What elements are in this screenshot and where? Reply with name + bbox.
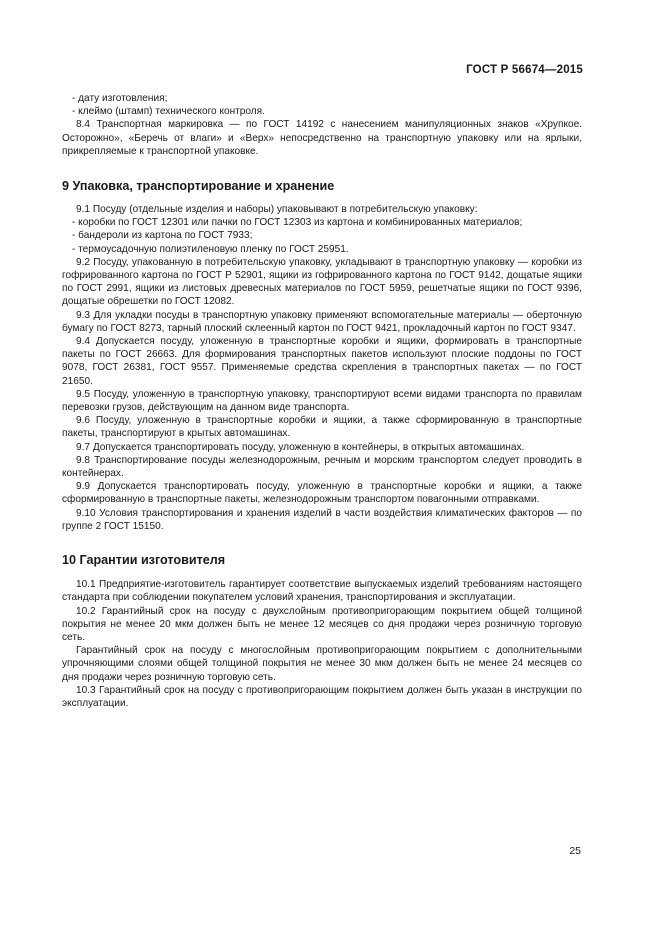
paragraph-9-6: 9.6 Посуду, уложенную в транспортные коробки и ящики, а также сформированную в транспортные пакеты, транспортируют в крытых автомашинах. [62, 415, 582, 440]
paragraph-8-4: 8.4 Транспортная маркировка — по ГОСТ 14192 с нанесением манипуляционных знаков «Хрупкое. Осторожно», «Беречь от влаги» и «Верх» непосредственно на транспортную упаковку или на ярлыки, прикрепляемые к транспортной упаковке. [62, 119, 582, 157]
page-number: 25 [569, 845, 581, 857]
document-id: ГОСТ Р 56674—2015 [466, 64, 583, 76]
paragraph-9-2: 9.2 Посуду, упакованную в потребительскую упаковку, укладывают в транспортную упаковку — коробки из гофрированного картона по ГОСТ Р 52901, ящики из гофрированного картона по ГОСТ 9142, дощатые ящики по ГОСТ 2991, ящики из листовых древесных материалов по ГОСТ 5959, решетчатые ящики по ГОСТ 9396, дощатые обрешетки по ГОСТ 12082. [62, 256, 582, 308]
paragraph-10-2-continued: Гарантийный срок на посуду с многослойным противопригорающим покрытием с дополнительными упрочняющими слоями общей толщиной покрытия не менее 30 мкм должен быть не менее 24 месяцев со дня продажи через розничную торговую сеть. [62, 645, 582, 683]
document-body [62, 92, 582, 710]
paragraph-9-8: 9.8 Транспортирование посуды железнодорожным, речным и морским транспортом следует проводить в контейнерах. [62, 454, 582, 480]
paragraph-9-3: 9.3 Для укладки посуды в транспортную упаковку применяют вспомогательные материалы — оберточную бумагу по ГОСТ 8273, тарный плоский склеенный картон по ГОСТ 9421, прокладочный картон по ГОСТ 9347. [62, 309, 582, 334]
paragraph-10-3: 10.3 Гарантийный срок на посуду с противопригорающим покрытием должен быть указан в инструкции по эксплуатации. [62, 684, 582, 709]
list-item: - коробки по ГОСТ 12301 или пачки по ГОСТ 12303 из картона и комбинированных материалов; [72, 217, 523, 229]
list-item: - бандероли из картона по ГОСТ 7933; [72, 230, 253, 242]
paragraph-9-4: 9.4 Допускается посуду, уложенную в транспортные коробки и ящики, формировать в транспортные пакеты по ГОСТ 26663. Для формирования транспортных пакетов используют плоские поддоны по ГОСТ 9078, ГОСТ 26381, ГОСТ 9557. Применяемые средства скрепления в транспортных пакетах — по ГОСТ 21650. [62, 336, 582, 387]
list-item: - термоусадочную полиэтиленовую пленку по ГОСТ 25951. [72, 243, 349, 255]
paragraph-9-7: 9.7 Допускается транспортировать посуду, уложенную в контейнеры, в открытых автомашинах. [76, 441, 525, 453]
section-10-title: 10 Гарантии изготовителя [62, 553, 226, 568]
paragraph-9-1: 9.1 Посуду (отдельные изделия и наборы) упаковывают в потребительскую упаковку: [76, 204, 478, 216]
paragraph-9-5: 9.5 Посуду, уложенную в транспортную упаковку, транспортируют всеми видами транспорта по правилам перевозки грузов, действующим на данном виде транспорта. [62, 388, 582, 414]
list-item: - дату изготовления; [72, 93, 168, 104]
paragraph-10-1: 10.1 Предприятие-изготовитель гарантирует соответствие выпускаемых изделий требованиям настоящего стандарта при соблюдении покупателем условий хранения, транспортирования и эксплуатации. [62, 579, 582, 604]
paragraph-9-9: 9.9 Допускается транспортировать посуду, уложенную в транспортные коробки и ящики, а также сформированную в транспортные пакеты, железнодорожным транспортом повагонными отправками. [62, 481, 582, 506]
section-9-title: 9 Упаковка, транспортирование и хранение [62, 179, 335, 194]
list-item: - клеймо (штамп) технического контроля. [72, 106, 265, 118]
paragraph-9-10: 9.10 Условия транспортирования и хранения изделий в части воздействия климатических факторов — по группе 2 ГОСТ 15150. [62, 507, 582, 532]
paragraph-10-2: 10.2 Гарантийный срок на посуду с двухслойным противопригорающим покрытием общей толщиной покрытия не менее 20 мкм должен быть не менее 12 месяцев со дня продажи через розничную торговую сеть. [62, 605, 582, 643]
